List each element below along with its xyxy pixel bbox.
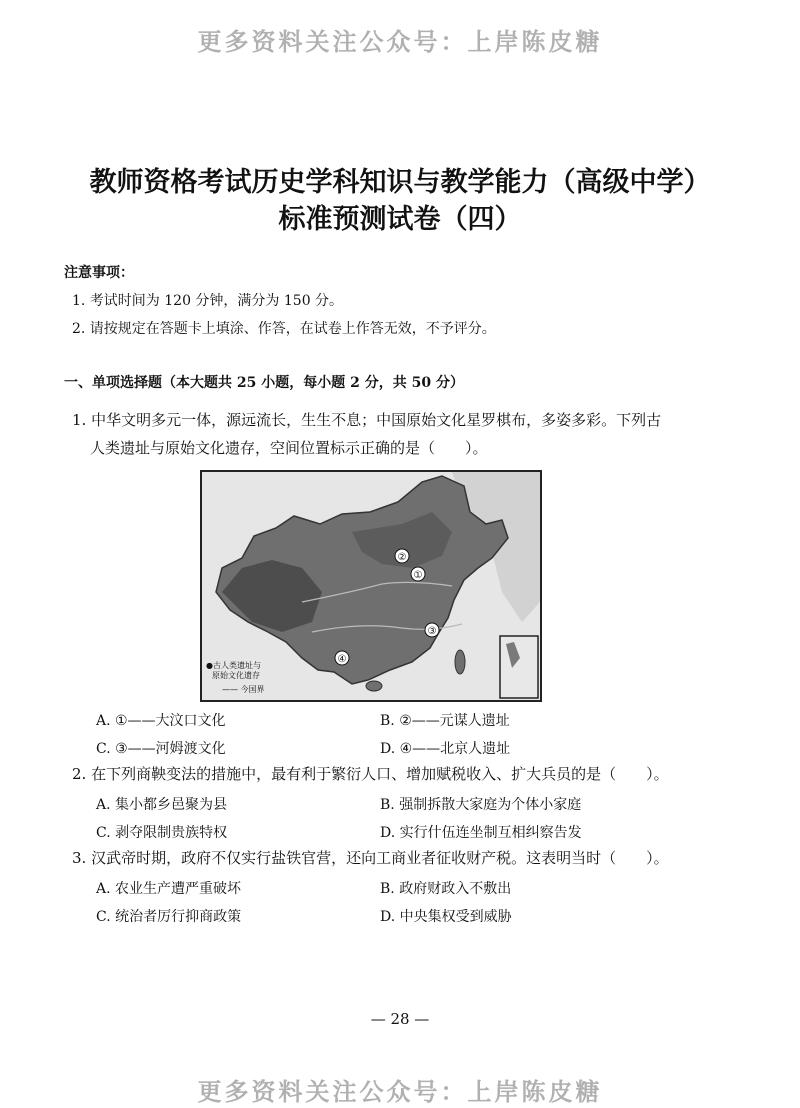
site-marker-3-label: ③	[427, 626, 437, 637]
question-2-stem: 2. 在下列商鞅变法的措施中，最有利于繁衍人口、增加赋税收入、扩大兵员的是（ ）。	[72, 765, 669, 783]
map-legend-line3: —— 今国界	[222, 685, 265, 694]
hainan-island	[366, 681, 382, 691]
q2-option-a: A. 集小都乡邑聚为县	[96, 797, 228, 813]
q2-option-d: D. 实行什伍连坐制互相纠察告发	[380, 825, 582, 841]
q1-option-b: B. ②——元谋人遗址	[380, 713, 510, 729]
site-marker-4-label: ④	[337, 654, 347, 665]
notice-item: 2. 请按规定在答题卡上填涂、作答，在试卷上作答无效，不予评分。	[72, 321, 496, 337]
notice-heading: 注意事项：	[64, 265, 134, 281]
watermark-bottom: 更多资料关注公众号：上岸陈皮糖	[197, 1078, 603, 1106]
q1-option-d: D. ④——北京人遗址	[380, 741, 511, 757]
question-3-stem: 3. 汉武帝时期，政府不仅实行盐铁官营，还向工商业者征收财产税。这表明当时（ ）。	[72, 849, 669, 867]
section-heading: 一、单项选择题（本大题共 25 小题，每小题 2 分，共 50 分）	[64, 375, 464, 391]
page-number: — 28 —	[370, 1010, 430, 1028]
q1-option-c: C. ③——河姆渡文化	[96, 741, 226, 757]
q3-option-c: C. 统治者厉行抑商政策	[96, 909, 242, 925]
map-legend-line1: ●古人类遗址与	[206, 661, 261, 670]
map-svg	[202, 472, 540, 700]
q2-option-b: B. 强制拆散大家庭为个体小家庭	[380, 797, 582, 813]
south-sea-inset	[500, 636, 538, 698]
q3-option-b: B. 政府财政入不敷出	[380, 881, 512, 897]
question-1-stem-line2: 人类遗址与原始文化遗存，空间位置标示正确的是（ ）。	[90, 439, 488, 457]
page-title: 教师资格考试历史学科知识与教学能力（高级中学）	[89, 167, 711, 198]
taiwan-island	[455, 650, 465, 674]
map-legend-line2: 原始文化遗存	[212, 671, 260, 680]
notice-item: 1. 考试时间为 120 分钟，满分为 150 分。	[72, 293, 344, 309]
page-subtitle: 标准预测试卷（四）	[278, 204, 522, 235]
site-marker-2-label: ②	[397, 552, 407, 563]
q1-option-a: A. ①——大汶口文化	[96, 713, 226, 729]
q3-option-d: D. 中央集权受到威胁	[380, 909, 512, 925]
site-marker-1-label: ①	[413, 570, 423, 581]
q2-option-c: C. 剥夺限制贵族特权	[96, 825, 228, 841]
q3-option-a: A. 农业生产遭严重破坏	[96, 881, 242, 897]
china-map-figure	[200, 470, 542, 702]
watermark-top: 更多资料关注公众号：上岸陈皮糖	[197, 28, 603, 56]
question-1-stem-line1: 1. 中华文明多元一体，源远流长，生生不息；中国原始文化星罗棋布，多姿多彩。下列古	[72, 411, 662, 429]
